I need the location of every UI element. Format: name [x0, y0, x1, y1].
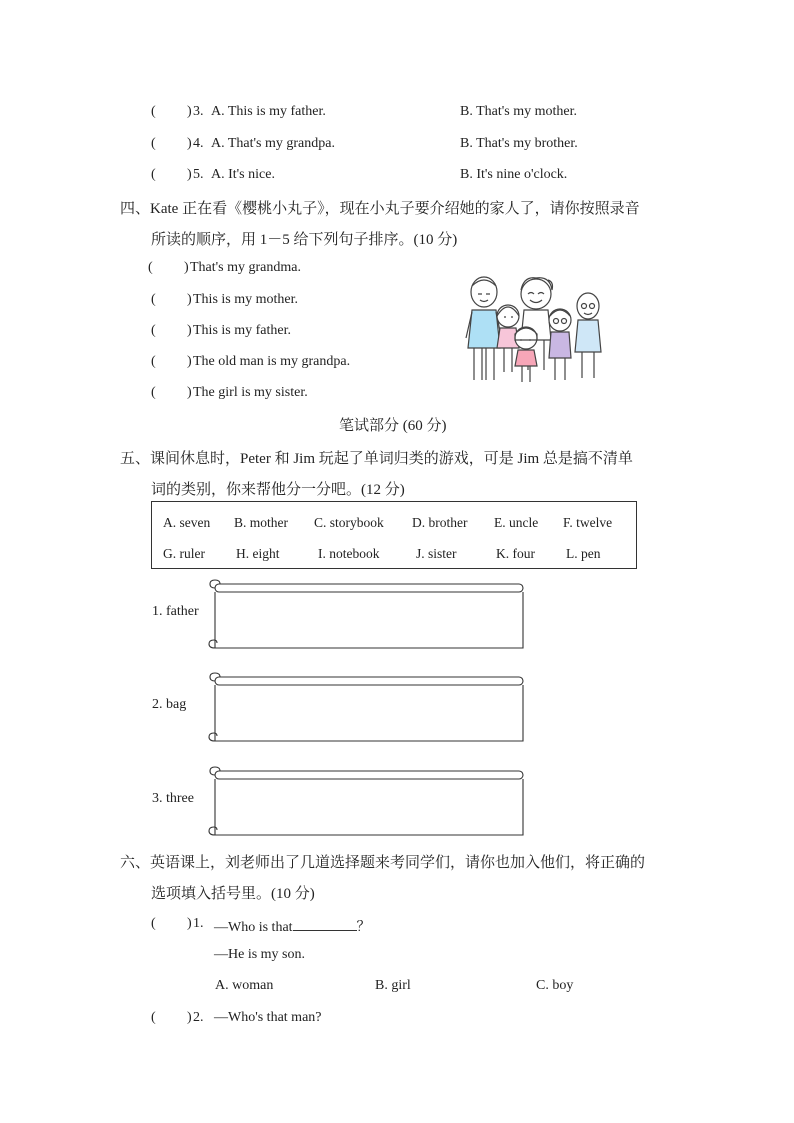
answer-paren-open: ( — [151, 354, 156, 369]
answer-line: —He is my son. — [214, 947, 305, 962]
section5-title: 五、课间休息时，Peter 和 Jim 玩起了单词归类的游戏，可是 Jim 总是搞不清单 — [120, 451, 633, 467]
question-number: 5. — [193, 167, 204, 182]
answer-paren-open: ( — [151, 104, 156, 119]
word-item: H. eight — [236, 546, 280, 561]
answer-paren-open: ( — [151, 167, 156, 182]
section6-title: 六、英语课上，刘老师出了几道选择题来考同学们，请你也加入他们，将正确的 — [120, 855, 646, 871]
answer-paren-close: ) — [187, 167, 192, 182]
category-label-bag: 2. bag — [152, 697, 187, 712]
maruko-figure — [515, 327, 537, 382]
sentence: That's my grandma. — [190, 260, 301, 275]
blank-line[interactable] — [293, 916, 357, 931]
option-b: B. It's nine o'clock. — [460, 167, 568, 182]
question-text: —Who is that — [214, 920, 293, 935]
word-item: G. ruler — [163, 546, 205, 561]
answer-paren-close: ) — [187, 1010, 192, 1025]
father-figure — [466, 277, 501, 380]
section4-title-cont: 所读的顺序，用 1－5 给下列句子排序。(10 分) — [151, 232, 458, 248]
answer-paren-open: ( — [148, 260, 153, 275]
option-b: B. That's my mother. — [460, 104, 577, 119]
sentence: This is my father. — [193, 323, 291, 338]
section5-title-cont: 词的类别，你来帮他分一分吧。(12 分) — [151, 482, 405, 498]
sentence: The old man is my grandpa. — [193, 354, 351, 369]
word-item: A. seven — [163, 515, 211, 530]
word-item: B. mother — [234, 515, 288, 530]
word-item: F. twelve — [563, 515, 613, 530]
answer-paren-close: ) — [187, 916, 192, 931]
option-a: A. That's my grandpa. — [211, 136, 335, 151]
option-b: B. That's my brother. — [460, 136, 578, 151]
option-a: A. It's nice. — [211, 167, 275, 182]
question-number: 2. — [193, 1010, 204, 1025]
answer-paren-open: ( — [151, 323, 156, 338]
word-item: I. notebook — [318, 546, 380, 561]
word-item: E. uncle — [494, 515, 539, 530]
family-illustration — [462, 272, 608, 395]
answer-paren-close: ) — [187, 104, 192, 119]
question-number: 1. — [193, 916, 204, 931]
answer-scroll-three[interactable] — [205, 765, 535, 839]
answer-paren-close: ) — [187, 385, 192, 400]
word-item: L. pen — [566, 546, 601, 561]
grandpa-figure — [575, 293, 601, 378]
answer-paren-open: ( — [151, 916, 156, 931]
written-part-heading: 笔试部分 (60 分) — [339, 418, 447, 434]
question-mark: ？ — [356, 920, 371, 935]
option-a: A. This is my father. — [211, 104, 326, 119]
question-text: —Who's that man? — [214, 1010, 322, 1025]
word-bank — [151, 501, 637, 569]
section4-title: 四、Kate 正在看《樱桃小丸子》，现在小丸子要介绍她的家人了，请你按照录音 — [120, 201, 640, 217]
answer-paren-open: ( — [151, 292, 156, 307]
question-line — [214, 916, 371, 936]
answer-paren-close: ) — [184, 260, 189, 275]
category-label-father: 1. father — [152, 604, 199, 619]
answer-paren-open: ( — [151, 385, 156, 400]
option-a: A. woman — [215, 978, 274, 993]
sentence: The girl is my sister. — [193, 385, 308, 400]
option-b: B. girl — [375, 978, 411, 993]
answer-paren-open: ( — [151, 1010, 156, 1025]
answer-paren-close: ) — [187, 323, 192, 338]
word-item: D. brother — [412, 515, 468, 530]
answer-paren-close: ) — [187, 292, 192, 307]
word-item: J. sister — [416, 546, 457, 561]
answer-paren-open: ( — [151, 136, 156, 151]
answer-scroll-father[interactable] — [205, 578, 535, 652]
word-item: K. four — [496, 546, 535, 561]
question-number: 4. — [193, 136, 204, 151]
sentence: This is my mother. — [193, 292, 298, 307]
category-label-three: 3. three — [152, 791, 194, 806]
option-c: C. boy — [536, 978, 574, 993]
answer-paren-close: ) — [187, 354, 192, 369]
answer-paren-close: ) — [187, 136, 192, 151]
section6-title-cont: 选项填入括号里。(10 分) — [151, 886, 315, 902]
answer-scroll-bag[interactable] — [205, 671, 535, 745]
grandma-figure — [549, 309, 571, 380]
question-number: 3. — [193, 104, 204, 119]
word-item: C. storybook — [314, 515, 384, 530]
